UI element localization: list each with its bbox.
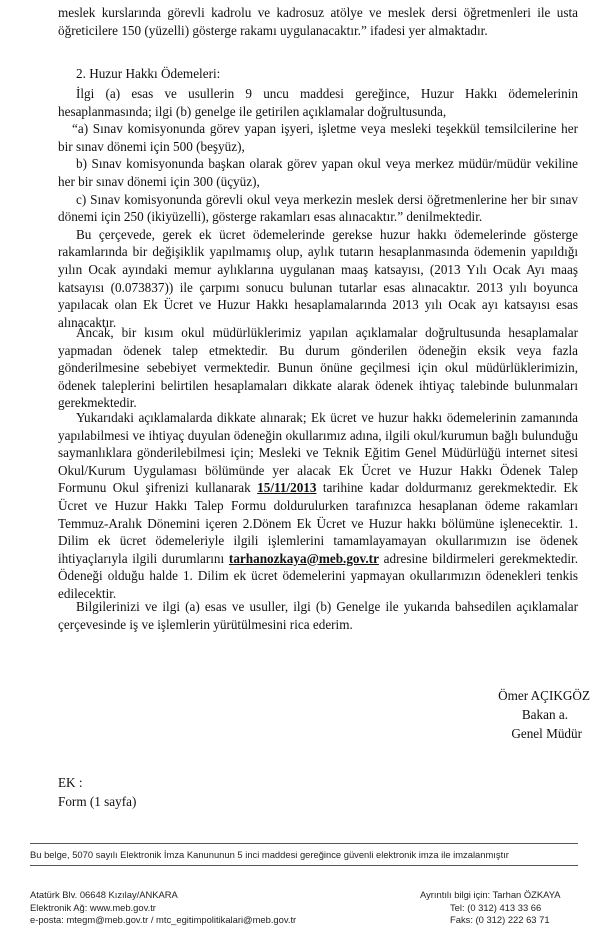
closing-paragraph: Bilgilerinizi ve ilgi (a) esas ve usuller, ilgi (b) Genelge ile yukarıda bahsedilen açıklamalar çerçevesinde iş ve işlemlerin yürütülmesini rica ederim. [58, 599, 578, 632]
footer-fax: Faks: (0 312) 222 63 71 [450, 914, 550, 925]
item-c-paragraph: c) Sınav komisyonunda görevli okul veya merkezin meslek dersi öğretmenlerine her bir sınav dönemi için 250 (ikiyüzelli), gösterge rakamları esas alınacaktır.” denilmektedir. [58, 191, 578, 225]
footer-email[interactable]: e-posta: mtegm@meb.gov.tr / mtc_egitimpolitikalari@meb.gov.tr [30, 914, 297, 925]
footer-web[interactable]: Elektronik Ağ: www.meb.gov.tr [30, 901, 156, 913]
footer-address: Atatürk Blv. 06648 Kızılay/ANKARA [30, 889, 178, 900]
e-signature-notice: Bu belge, 5070 sayılı Elektronik İmza Kanununun 5 inci maddesi gereğince güvenli elektronik imza ile imzalanmıştır [30, 849, 509, 860]
section2-body [58, 85, 578, 331]
signatory-name: Ömer AÇIKGÖZ [498, 688, 590, 703]
footer-contact-person: Ayrıntılı bilgi için: Tarhan ÖZKAYA [420, 889, 561, 900]
footer-address-block [30, 889, 296, 927]
item-a-paragraph: “a) Sınav komisyonunda görev yapan işyeri, işletme veya mesleki teşekkül temsilcilerine her bir sınav dönemi için 500 (beşyüz), [58, 121, 578, 154]
signatory-on-behalf: Bakan a. [521, 707, 568, 722]
instructions-body [58, 409, 578, 603]
instructions-text-1: Yukarıdaki açıklamalarda dikkate alınarak; Ek ücret ve huzur hakkı ödemelerinin zamanında yapılabilmesi ve ihtiyaç duyulan ödeneğin okullarımız adına, ilgili okul/kurumun bağlı bulunduğu saymanlıklara gönderilebilmesi için; Mesleki ve Teknik Eğitim Genel Müdürlüğü internet sitesi Okul/Kurum Uygulaması bölümünde yer alacak Ek Ücret ve Huzur Hakkı Ödenek Talep Formunu Okul şifrenizi kullanarak [58, 410, 578, 496]
framework-paragraph: Bu çerçevede, gerek ek ücret ödemelerinde gerekse huzur hakkı ödemelerinde gösterge rakamlarında bir değişiklik yapılmamış olup, aylık tutarın hesaplanmasında ödemenin yapıldığı yılın Ocak ayındaki memur aylıklarına uygulanan maaş katsayısı, (2013 Yılı Ocak Ayı maaş katsayısı (0.073837)) ile çarpımı sonucu bulunan tutarlar esas alınacaktır. 2013 yılı boyunca yapılacak olan Ek Ücret ve Huzur Hakkı hesaplamalarında 2013 yılı Ocak ayı katsayısı esas alınacaktır. [58, 226, 578, 330]
attachment-item: Form (1 sayfa) [58, 794, 137, 809]
intro-paragraph: meslek kurslarında görevli kadrolu ve kadrosuz atölye ve meslek dersi öğretmenleri ile usta öğreticilere 150 (yüzelli) gösterge rakamı uygulanacaktır.” ifadesi yer almaktadır. [58, 5, 578, 38]
footer-contact-block [420, 889, 561, 927]
notice-divider-bottom [30, 865, 578, 866]
instructions-paragraph [58, 409, 578, 603]
instructions-text-2: tarihine kadar doldurmanız gerekmektedir. Ek Ücret ve Huzur Hakkı Talep Formu doldurulurken tarafınızca hesaplanan ödeme rakamları Temmuz-Aralık Dönemini içeren 2.Dönem Ek Ücret ve Huzur hakkı bölümüne işlenecektir. 1. Dilim ek ücret ödemeleriyle ilgili işlemlerini tamamlayamayan okullarımızın ise ödenek ihtiyaçlarıyla ilgili durumlarını [58, 480, 578, 566]
attachments-block [58, 773, 136, 811]
instructions-text-3: adresine bildirmeleri gerekmektedir. Ödeneği olduğu halde 1. Dilim ek ücret ödemelerini yapmayan okullarımızın ödenekleri tenkis edilecektir. [58, 550, 579, 601]
warning-paragraph: Ancak, bir kısım okul müdürlüklerimiz yapılan açıklamalar doğrultusunda hesaplamalar yapmadan ödenek talep etmektedir. Bu durum gönderilen ödeneğin eksik veya fazla gönderilmesine sebebiyet vermektedir. Bunun önüne geçilmesi için okul müdürlüklerimizin, ödenek taleplerini belirtilen hesaplamaları dikkate alarak ödenek ihtiyaç talebinde bulunmaları gerekmektedir. [58, 325, 578, 411]
signature-block [476, 686, 590, 743]
section-heading-huzur-hakki: 2. Huzur Hakkı Ödemeleri: [76, 66, 221, 81]
footer-phone: Tel: (0 312) 413 33 66 [450, 901, 542, 913]
attachments-label: EK : [58, 775, 83, 790]
document-body [58, 4, 578, 39]
contact-email-link[interactable]: tarhanozkaya@meb.gov.tr [228, 550, 379, 566]
signatory-title: Genel Müdür [511, 726, 582, 741]
section2-intro-paragraph: İlgi (a) esas ve usullerin 9 uncu maddesi gereğince, Huzur Hakkı ödemelerinin hesaplanmasında; ilgi (b) genelge ile getirilen açıklamalar doğrultusunda, [58, 86, 578, 119]
deadline-date: 15/11/2013 [257, 480, 317, 496]
warning-body [58, 324, 578, 412]
item-b-paragraph: b) Sınav komisyonunda başkan olarak görev yapan okul veya merkez müdür/müdür vekiline her bir sınav dönemi için 300 (üçyüz), [58, 156, 578, 189]
closing-body [58, 598, 578, 633]
notice-divider-top [30, 843, 578, 844]
